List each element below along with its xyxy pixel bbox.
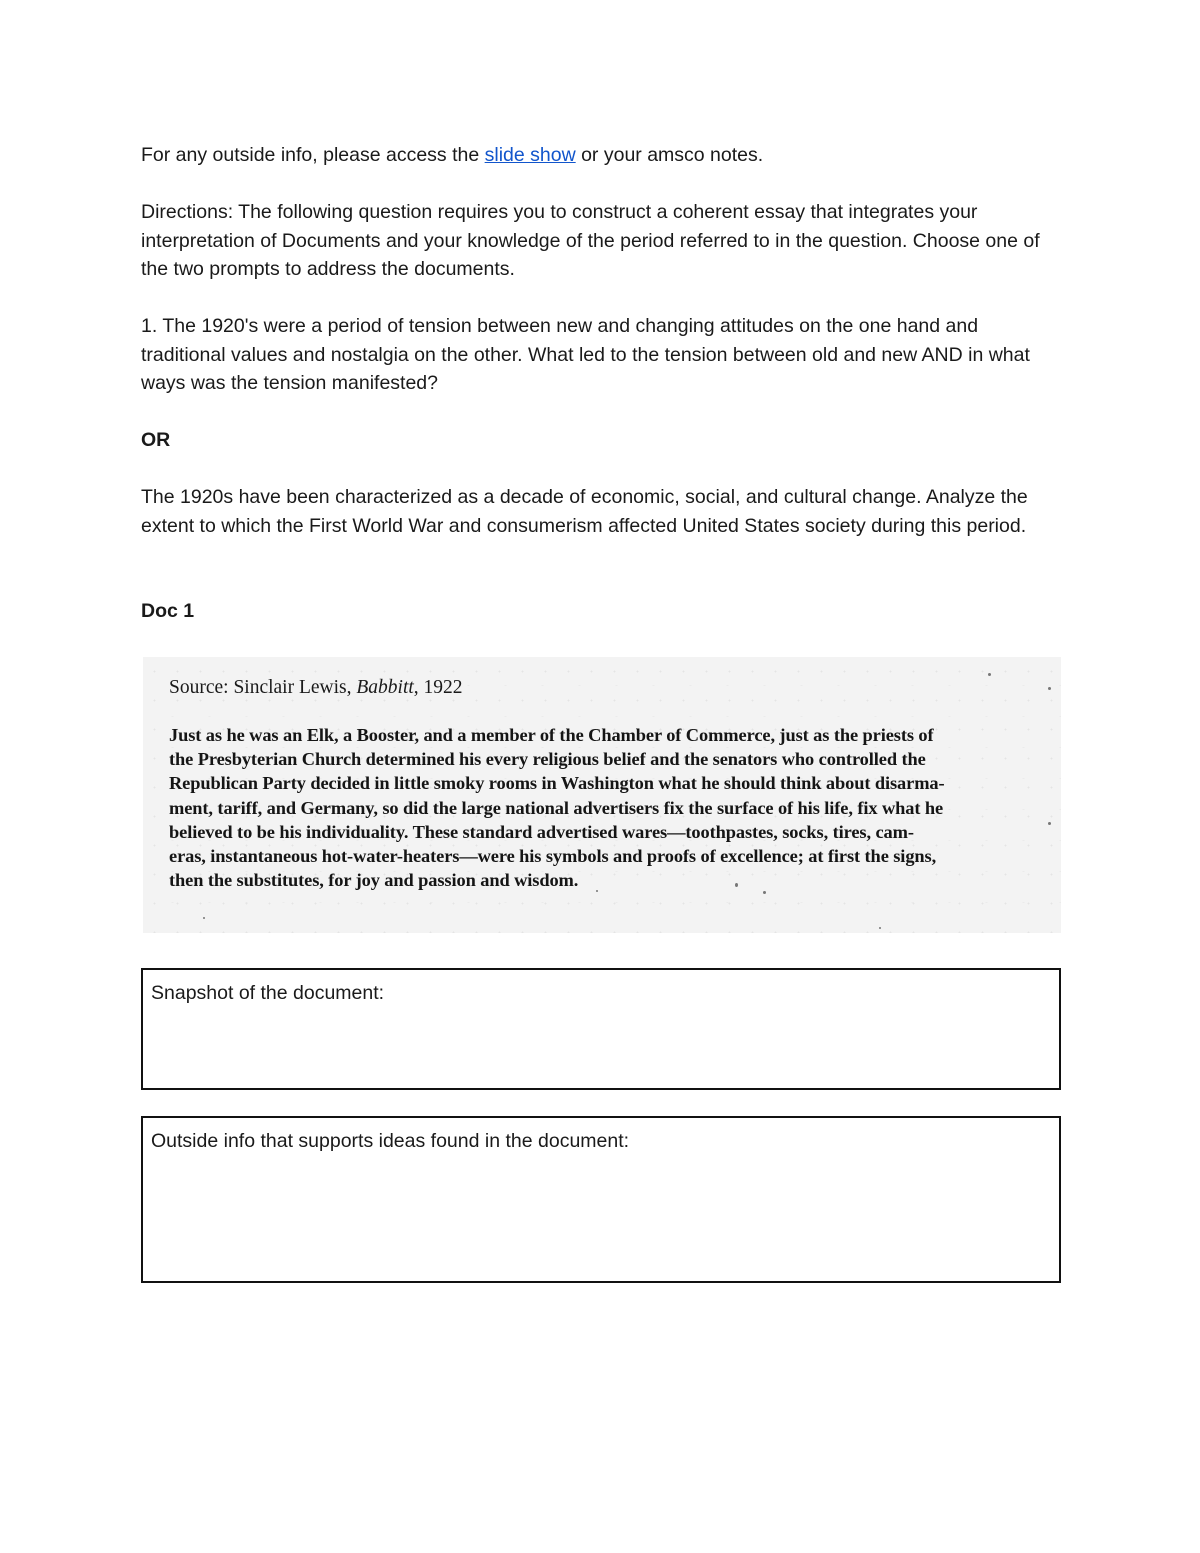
source-prefix: Source: Sinclair Lewis, bbox=[169, 677, 357, 698]
outside-info-label: Outside info that supports ideas found in the document: bbox=[151, 1130, 630, 1152]
scan-speck bbox=[203, 917, 205, 919]
quote-line: ment, tariff, and Germany, so did the large national advertisers fix the surface of his life, fix what he bbox=[169, 797, 944, 818]
source-title: Babbitt bbox=[356, 677, 414, 698]
source-year: , 1922 bbox=[413, 677, 463, 698]
doc-heading: Doc 1 bbox=[141, 600, 195, 622]
document-source bbox=[169, 677, 463, 699]
intro-line bbox=[141, 141, 1061, 170]
scan-speck bbox=[763, 891, 766, 894]
intro-text-before: For any outside info, please access the bbox=[141, 144, 485, 166]
or-label: OR bbox=[141, 429, 171, 451]
quote-line: then the substitutes, for joy and passion and wisdom. bbox=[169, 870, 579, 891]
page-body bbox=[141, 141, 1061, 626]
prompt-two-text: The 1920s have been characterized as a decade of economic, social, and cultural change. Analyze the extent to which the First World War and consumerism affected United States society during this period. bbox=[141, 486, 1028, 537]
scan-speck bbox=[1048, 822, 1051, 825]
outside-info-box[interactable] bbox=[141, 1116, 1061, 1283]
quote-line: eras, instantaneous hot-water-heaters—were his symbols and proofs of excellence; at first the signs, bbox=[169, 846, 937, 867]
quote-line: Just as he was an Elk, a Booster, and a member of the Chamber of Commerce, just as the priests of bbox=[169, 725, 934, 745]
quote-line: believed to be his individuality. These standard advertised wares—toothpastes, socks, tires, cam- bbox=[169, 821, 914, 842]
document-scan-image bbox=[143, 657, 1061, 933]
slide-show-link[interactable]: slide show bbox=[484, 144, 576, 166]
scan-speck bbox=[1048, 687, 1051, 690]
prompt-one-text: 1. The 1920's were a period of tension between new and changing attitudes on the one hand and traditional values and nostalgia on the other. What led to the tension between old and new AND in what ways was the tension manifested? bbox=[141, 315, 1030, 394]
quote-line: Republican Party decided in little smoky rooms in Washington what he should think about disarma- bbox=[169, 773, 945, 794]
scan-speck bbox=[879, 927, 881, 929]
scan-speck bbox=[988, 673, 991, 676]
intro-text-after: or your amsco notes. bbox=[575, 144, 764, 166]
document-quote bbox=[169, 723, 1037, 892]
snapshot-box[interactable] bbox=[141, 968, 1061, 1090]
scan-speck bbox=[596, 890, 598, 892]
quote-line: the Presbyterian Church determined his every religious belief and the senators who controlled the bbox=[169, 749, 926, 770]
snapshot-label: Snapshot of the document: bbox=[151, 982, 385, 1004]
directions-text: Directions: The following question requires you to construct a coherent essay that integrates your interpretation of Documents and your knowledge of the period referred to in the question. Choose one of the two prompts to address the documents. bbox=[141, 201, 1040, 280]
scan-speck bbox=[735, 883, 738, 887]
